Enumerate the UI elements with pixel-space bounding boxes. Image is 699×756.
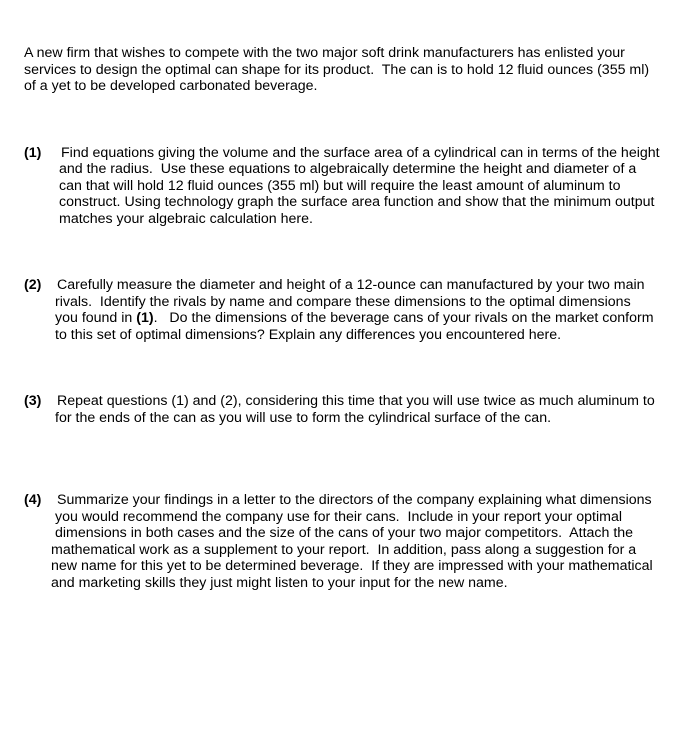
question-number: (4) [24,492,42,508]
question-text: . Do the dimensions of the beverage cans of your rivals on the market conform [153,310,654,326]
question-line: construct. Using technology graph the surface area function and show that the minimum output [59,194,655,210]
question-reference: (1) [136,310,154,326]
question-line: for the ends of the can as you will use to form the cylindrical surface of the can. [55,410,552,426]
intro-line: of a yet to be developed carbonated beverage. [24,78,318,94]
question-line [55,310,654,327]
question-line: Carefully measure the diameter and height of a 12-ounce can manufactured by your two main [57,277,645,293]
question-line: can that will hold 12 fluid ounces (355 ml) but will require the least amount of aluminum to [59,178,621,194]
question-line: mathematical work as a supplement to your report. In addition, pass along a suggestion for a [51,542,637,558]
question-line: you would recommend the company use for their cans. Include in your report your optimal [55,509,622,525]
question-line: and marketing skills they just might listen to your input for the new name. [51,575,508,591]
question-line: matches your algebraic calculation here. [59,211,313,227]
question-line: and the radius. Use these equations to algebraically determine the height and diameter of a [59,161,637,177]
question-number: (2) [24,277,42,293]
question-line: Summarize your findings in a letter to the directors of the company explaining what dimensions [57,492,652,508]
intro-line: services to design the optimal can shape for its product. The can is to hold 12 fluid ounces (355 ml) [24,62,650,78]
question-number: (1) [24,145,42,161]
question-line: Repeat questions (1) and (2), considering this time that you will use twice as much aluminum to [57,393,655,409]
question-line: new name for this yet to be determined beverage. If they are impressed with your mathematical [51,558,653,574]
question-line: rivals. Identify the rivals by name and compare these dimensions to the optimal dimensions [55,294,631,310]
question-line: to this set of optimal dimensions? Explain any differences you encountered here. [55,327,562,343]
question-line: Find equations giving the volume and the surface area of a cylindrical can in terms of the height [61,145,660,161]
question-number: (3) [24,393,42,409]
intro-line: A new firm that wishes to compete with the two major soft drink manufacturers has enlisted your [24,45,625,61]
question-line: dimensions in both cases and the size of the cans of your two major competitors. Attach the [55,525,634,541]
question-text: you found in [55,310,137,326]
